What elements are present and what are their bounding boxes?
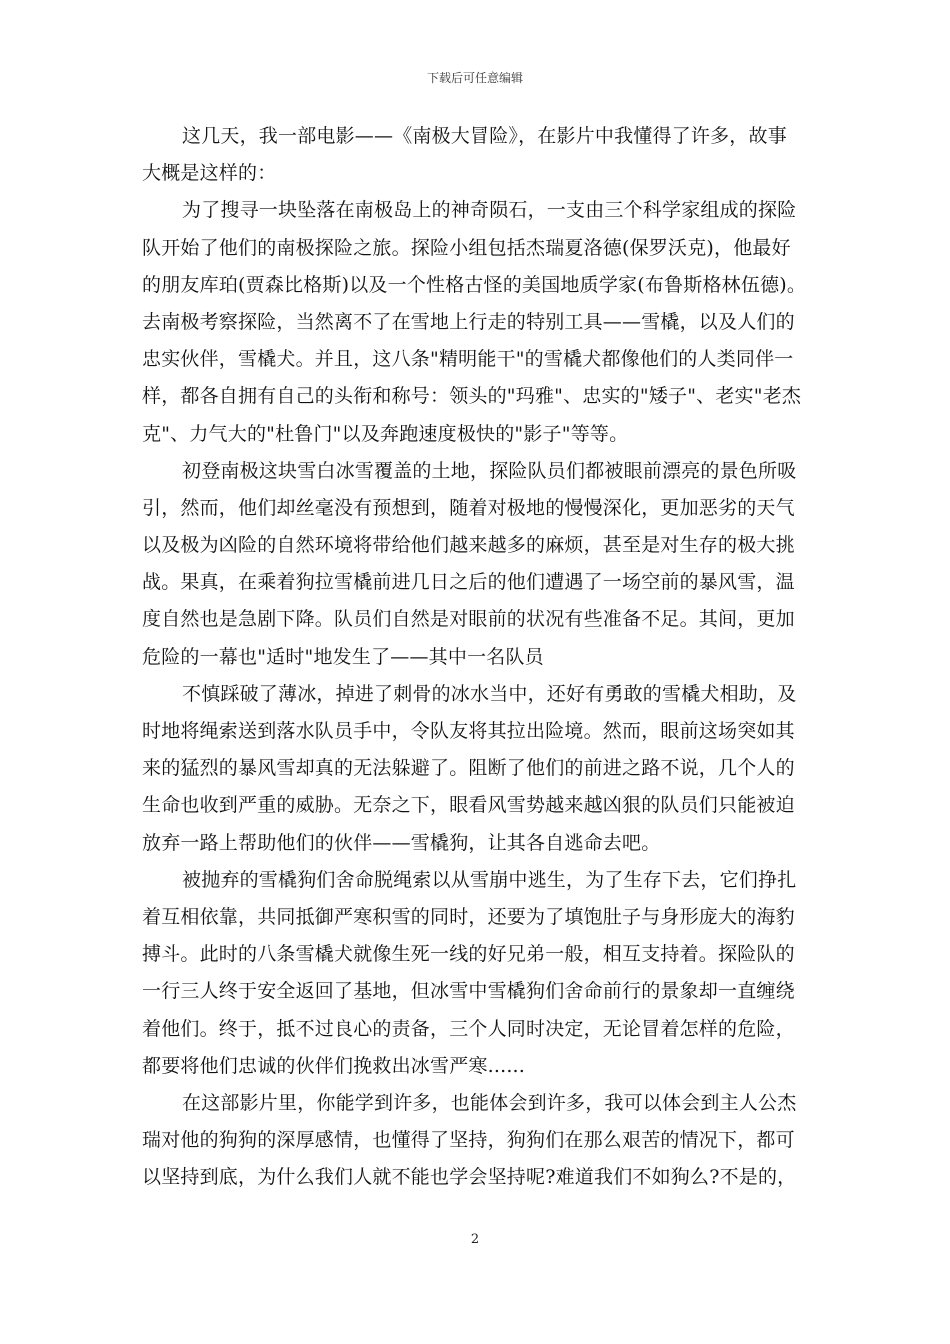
text-line: 以及极为凶险的自然环境将带给他们越来越多的麻烦，甚至是对生存的极大挑 xyxy=(142,534,795,557)
text-line: 生命也收到严重的威胁。无奈之下，眼看风雪势越来越凶狠的队员们只能被迫 xyxy=(142,794,795,817)
text-line: 瑞对他的狗狗的深厚感情，也懂得了坚持，狗狗们在那么艰苦的情况下，都可 xyxy=(142,1129,795,1152)
text-line: 样，都各自拥有自己的头衔和称号：领头的"玛雅"、忠实的"矮子"、老实"老杰 xyxy=(142,385,802,408)
text-line: 着他们。终于，抵不过良心的责备，三个人同时决定，无论冒着怎样的危险， xyxy=(142,1017,795,1040)
text-line: 克"、力气大的"杜鲁门"以及奔跑速度极快的"影子"等等。 xyxy=(142,422,629,445)
text-line: 大概是这样的： xyxy=(142,162,277,185)
text-line: 放弃一路上帮助他们的伙伴——雪橇狗，让其各自逃命去吧。 xyxy=(142,831,661,854)
text-line: 初登南极这块雪白冰雪覆盖的土地，探险队员们都被眼前漂亮的景色所吸 xyxy=(182,459,797,482)
page-header: 下载后可任意编辑 xyxy=(426,71,523,85)
page-number: 2 xyxy=(470,1232,480,1247)
text-line: 以坚持到底，为什么我们人就不能也学会坚持呢?难道我们不如狗么?不是的， xyxy=(142,1166,797,1189)
text-line: 被抛弃的雪橇狗们舍命脱绳索以从雪崩中逃生，为了生存下去，它们挣扎 xyxy=(182,868,797,891)
text-line: 度自然也是急剧下降。队员们自然是对眼前的状况有些准备不足。其间，更加 xyxy=(142,608,795,631)
text-line: 搏斗。此时的八条雪橇犬就像生死一线的好兄弟一般，相互支持着。探险队的 xyxy=(142,943,795,966)
text-line: 时地将绳索送到落水队员手中，令队友将其拉出险境。然而，眼前这场突如其 xyxy=(142,720,795,742)
document-body xyxy=(142,118,818,1196)
text-line: 都要将他们忠诚的伙伴们挽救出冰雪严寒...... xyxy=(142,1054,526,1077)
text-line: 着互相依靠，共同抵御严寒积雪的同时，还要为了填饱肚子与身形庞大的海豹 xyxy=(142,905,795,928)
text-line: 去南极考察探险，当然离不了在雪地上行走的特别工具——雪橇，以及人们的 xyxy=(142,310,795,333)
text-line: 忠实伙伴，雪橇犬。并且，这八条"精明能干"的雪橇犬都像他们的人类同伴一 xyxy=(142,348,794,371)
text-line: 来的猛烈的暴风雪却真的无法躲避了。阻断了他们的前进之路不说，几个人的 xyxy=(142,757,795,780)
text-line: 引，然而，他们却丝毫没有预想到，随着对极地的慢慢深化，更加恶劣的天气 xyxy=(142,496,795,519)
text-line: 战。果真，在乘着狗拉雪橇前进几日之后的他们遭遇了一场空前的暴风雪，温 xyxy=(142,571,795,594)
text-line: 不慎踩破了薄冰，掉进了刺骨的冰水当中，还好有勇敢的雪橇犬相助，及 xyxy=(182,682,797,705)
text-line: 一行三人终于安全返回了基地，但冰雪中雪橇狗们舍命前行的景象却一直缠绕 xyxy=(142,980,795,1003)
text-line: 危险的一幕也"适时"地发生了——其中一名队员 xyxy=(142,645,544,668)
text-line: 为了搜寻一块坠落在南极岛上的神奇陨石，一支由三个科学家组成的探险 xyxy=(182,199,797,222)
text-line: 在这部影片里，你能学到许多，也能体会到许多，我可以体会到主人公杰 xyxy=(182,1091,797,1114)
text-line: 这几天，我一部电影——《南极大冒险》，在影片中我懂得了许多，故事 xyxy=(182,125,787,147)
text-line: 的朋友库珀(贾森比格斯)以及一个性格古怪的美国地质学家(布鲁斯格林伍德)。 xyxy=(142,273,807,296)
text-line: 队开始了他们的南极探险之旅。探险小组包括杰瑞夏洛德(保罗沃克)，他最好 xyxy=(142,236,791,259)
